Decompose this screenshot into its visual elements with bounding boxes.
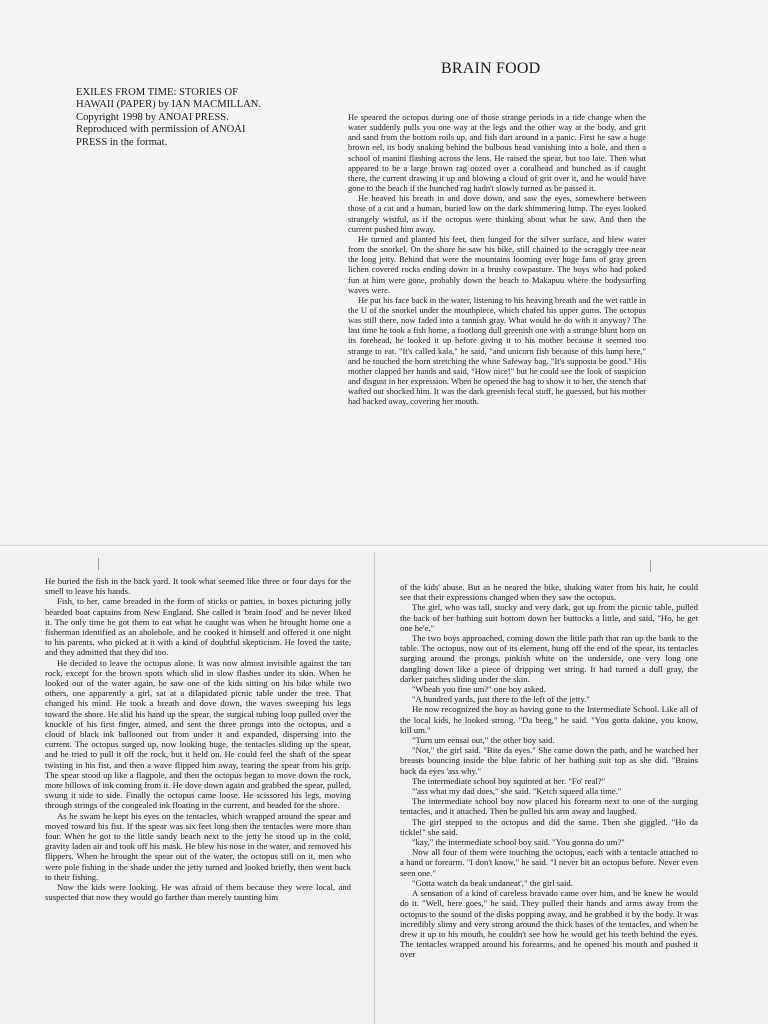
paragraph: "A hundred yards, just there to the left of the jetty.": [412, 694, 590, 705]
paragraph: A sensation of a kind of careless bravado came over him, and he knew he would do it. "Well, here goes," he said. They pulled their hands and arms away from the octopus to the sound of the disks popping away, and he grabbed it by the body. It was incredibly slimy and very strong around the thick bases of the tentacles, and when he drew it up to his mouth, he couldn't see how he would get his teeth behind the eyes. The tentacles wrapped around his forearms, and he opened his mouth and pushed it over: [400, 888, 698, 960]
credit-line: Reproduced with permission of ANOAI: [76, 124, 246, 136]
paragraph: "kay," the intermediate school boy said. "You gonna do um?": [412, 837, 625, 848]
copyright-credit: [76, 87, 291, 149]
bottom-scanned-spread: [0, 552, 768, 1024]
story-opening-column: [348, 112, 646, 527]
paragraph: of the kids' abuse. But as he neared the bike, shaking water from his hair, he could see that their expressions changed when they saw the octopus.: [400, 582, 698, 603]
paragraph: The intermediate school boy now placed his forearm next to one of the surging tentacles, and it attached. Then he pulled his arm away and laughed.: [400, 796, 698, 817]
book-gutter: [374, 552, 375, 1024]
paragraph: He heaved his breath in and dove down, and saw the eyes, somewhere between those of a cat and a human, buried low on the dark shimmering lump. The eyes looked strangely wistful, as if the octopus were thinking about what he saw. And then the current pushed him away.: [348, 193, 646, 234]
paragraph: "Not," the girl said. "Bite da eyes." She came down the path, and he watched her breasts bouncing inside the blue fabric of her bathing suit top as she did. "Brains back da eyes 'ass why.": [400, 745, 698, 776]
paragraph: The intermediate school boy squinted at her. "Fo' real?": [412, 775, 606, 786]
paragraph: The girl, who was tall, stocky and very dark, got up from the picnic table, pulled the back of her bathing suit bottom down her buttocks a little, and said, "Ho, he get one he'e.": [400, 602, 698, 633]
credit-line: HAWAII (PAPER) by IAN MACMILLAN.: [76, 99, 262, 111]
paragraph: Now the kids were looking. He was afraid of them because they were local, and suspected that now they would go farther than merely taunting him: [45, 882, 351, 903]
paragraph: He put his face back in the water, listening to his heaving breath and the wet rattle in the U of the snorkel under the mouthpiece, which chafed his upper gums. The octopus was still there, now faded into a tannish gray. What would he do with it anyway? The last time he took a fish home, a footlong dull greenish one with a strange blunt horn on its forehead, he looked it up before giving it to his mother because it seemed too strange to eat. "It's called kala," he said, "and unicorn fish because of this lump here," and he touched the horn stretching the white Safeway bag. "It's supposta be good." His mother clapped her hands and said, "How nice!" but he could see the look of suspicion and disgust in her expression. When he opened the bag to show it to her, the stench that wafted out shocked him. It was the dark greenish fecal stuff, he guessed, but his mother had backed away, covering her mouth.: [348, 294, 646, 407]
paragraph: "'ass what my dad does," she said. "Ketch squeed alla time.": [412, 786, 622, 797]
scan-mark: [98, 558, 99, 570]
paragraph: He speared the octopus during one of those strange periods in a tide change when the water suddenly pulls you one way at the legs and the other way at the body, and grit and sand from the bottom roils up, and fish dart around in a panic. First he saw a huge brown eel, its body snaking behind the bulbous head vanishing into a hole, and then a school of manini flashing across the lens. He raised the spear, but too late. Then what appeared to be a large brown rag oozed over a coralhead and bunched as if caught there, the current drawing it up and blowing a cloud of grit over it, and he would have gone to the beach if the hunched rag hadn't slowly turned as he passed it.: [348, 112, 646, 194]
paragraph: Fish, to her, came breaded in the form of sticks or patties, in boxes picturing jolly bearded boat captains from New England. She called it 'brain food' and he never liked it. The only time he got them to eat what he caught was when he brought home one a fisherman identified as an aholehole, and he cooked it himself and offered it one night to his parents, who picked at it with a kind of doubtful skepticism. He loved the taste, and they admitted that they did too.: [45, 596, 351, 658]
paragraph: The girl stepped to the octopus and did the same. Then she giggled. "Ho da tickle!" she said.: [400, 816, 698, 837]
paragraph: "Gotta watch da beak undaneat'," the girl said.: [412, 877, 573, 888]
left-text-column: [45, 576, 351, 1024]
paragraph: As he swam he kept his eyes on the tentacles, which wrapped around the spear and moved toward his fist. If the spear was six feet long then the tentacles were more than four. When he got to the little sandy beach next to the jetty he stood up in the cold, gravity laden air and took off his mask. He blew his nose in the water, and removed his flippers. When he brought the spear out of the water, the octopus still on it, men who were pole fishing in the shade under the jetty turned and looked briefly, then went back to their fishing.: [45, 810, 351, 882]
credit-line: PRESS in the format.: [76, 136, 168, 148]
paragraph: The two boys approached, coming down the little path that ran up the bank to the table. The octopus, now out of its element, hung off the end of the spear, its tentacles surging around the prongs, pinkish white on the underside, one very long one dangling down like a piece of dripping wet string. It had turned a dull gray, the darker patches sliding under the skin.: [400, 633, 698, 684]
page-divider: [0, 545, 768, 552]
paragraph: He turned and planted his feet, then lunged for the silver surface, and blew water from the snorkel. On the shore he saw his bike, still chained to the scraggly tree near the long jetty. Behind that were the mountains looming over huge fans of gray green lichen covered rocks ending down in a brushy cowpasture. The boys who had poked fun at him were gone, probably down the beach to Makapuu where the bodysurfing waves were.: [348, 233, 646, 295]
paragraph: Now all four of them were touching the octopus, each with a tentacle attached to a hand or forearm. "I don't know," he said. "I never bit an octopus before. Never even seen one.": [400, 847, 698, 878]
paragraph: He buried the fish in the back yard. It took what seemed like three or four days for the smell to leave his hands.: [45, 576, 351, 597]
paragraph: "Wheah you fine um?" one boy asked.: [412, 684, 546, 695]
paragraph: He decided to leave the octopus alone. It was now almost invisible against the tan rock, except for the brown spots which slid in slow flashes under its skin. When he looked out of the water again, he saw one of the kids sitting on his bike while two others, one apparently a girl, sat at a dilapidated picnic table under the tree. That changed his mind. He took a breath and dove down, the waves sweeping his legs toward the shore. He slid his hand up the spear, the surgical tubing loop pulled over the knuckle of his first finger, aimed, and sent the three prongs into the octopus, and a cloud of black ink ballooned out from under it and expanded, dispersing into the current. The octopus surged up, now looking huge, the tentacles sliding up the spear, and he tried to pull it off the rock, but it held on. He could feel the shaft of the spear twisting in his fist, and then a wave flipped him away, tearing the spear from his grip. The spear stood up like a flagpole, and then the octopus began to move down the rock, more billows of ink coming from it. He dove down again and grabbed the spear, pulled, swung it side to side. Finally the octopus came loose. He scissored his legs, moving through strings of the congealed ink floating in the current, and headed for the shore.: [45, 657, 351, 811]
credit-line: EXILES FROM TIME: STORIES OF: [76, 87, 239, 98]
credit-line: Copyright 1998 by ANOAI PRESS.: [76, 111, 229, 123]
story-title: BRAIN FOOD: [441, 60, 541, 77]
scan-mark: [650, 560, 651, 572]
paragraph: "Turn um eensai out," the other boy said.: [412, 735, 555, 746]
right-text-column: [400, 582, 698, 1024]
paragraph: He now recognized the boy as having gone to the Intermediate School. Like all of the local kids, he looked strong. "Da beeg," he said. "You gotta dakine, you know, kill um.": [400, 704, 698, 735]
